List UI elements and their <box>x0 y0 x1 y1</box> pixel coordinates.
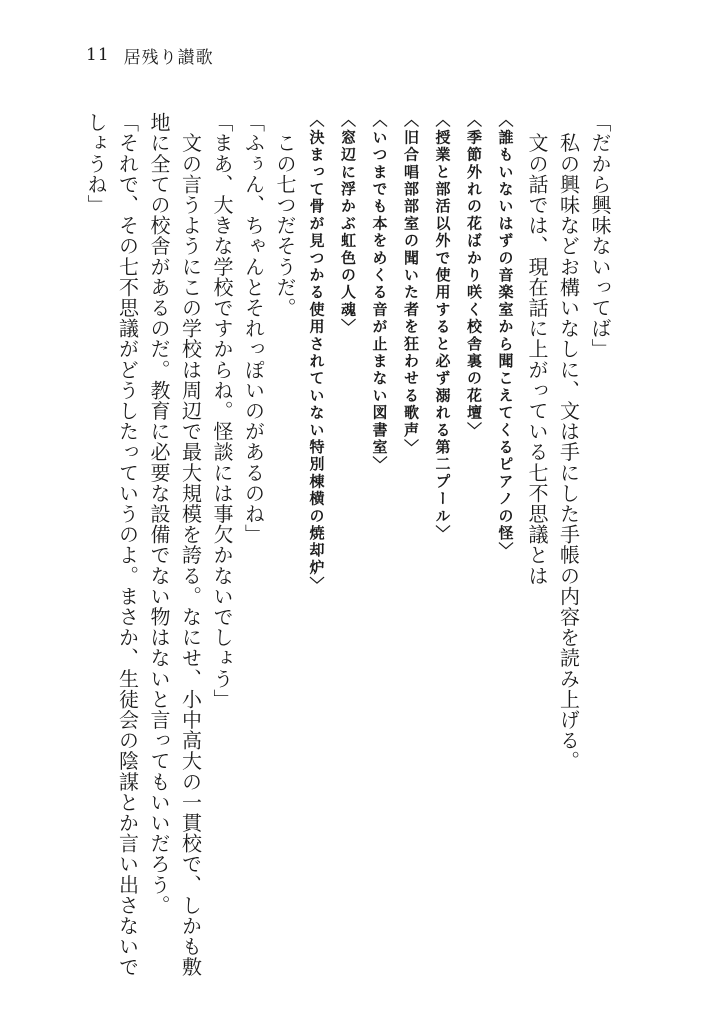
seven-wonders-item: 〈授業と部活以外で使用すると必ず溺れる第二プール〉 <box>433 112 452 542</box>
seven-wonders-item: 〈誰もいないはずの音楽室から聞こえてくるピアノの怪〉 <box>496 112 515 560</box>
seven-wonders-item: 〈旧合唱部部室の聞いた者を狂わせる歌声〉 <box>402 112 420 456</box>
vertical-text-body <box>75 112 615 992</box>
text-line: 地に全ての校舎があるのだ。教育に必要な設備でない物はないと言ってもいいだろう。 <box>147 112 171 916</box>
text-line: この七つだそうだ。 <box>273 112 297 318</box>
dialogue-line: 「まあ、大きな学校ですからね。怪談には事欠かないでしょう」 <box>210 112 234 710</box>
seven-wonders-item: 〈決まって骨が見つかる使用されていない特別棟横の焼却炉〉 <box>307 112 326 594</box>
text-line: 文の言うようにこの学校は周辺で最大規模を誇る。なにせ、小中高大の一貫校で、しかも敷 <box>178 112 203 978</box>
seven-wonders-item: 〈季節外れの花ばかり咲く校舎裏の花壇〉 <box>465 112 483 439</box>
dialogue-line: 「それで、その七不思議がどうしたっていうのよ。まさか、生徒会の陰謀とか言い出さないで <box>115 112 140 978</box>
chapter-title: 居残り讃歌 <box>123 47 214 68</box>
text-line: 文の話では、現在話に上がっている七不思議とは <box>525 112 549 586</box>
text-line: 私の興味などお構いなしに、文は手にした手帳の内容を読み上げる。 <box>556 112 581 772</box>
text-line: 「だから興味ないってば」 <box>588 112 612 360</box>
page-header <box>86 40 214 70</box>
dialogue-line: しょうね」 <box>84 112 108 215</box>
seven-wonders-item: 〈いつまでも本をめくる音が止まない図書室〉 <box>370 112 389 474</box>
dialogue-line: 「ふぅん、ちゃんとそれっぽいのがあるのね」 <box>241 112 266 545</box>
seven-wonders-item: 〈窓辺に浮かぶ虹色の人魂〉 <box>339 112 357 336</box>
page-number: 11 <box>86 45 110 65</box>
